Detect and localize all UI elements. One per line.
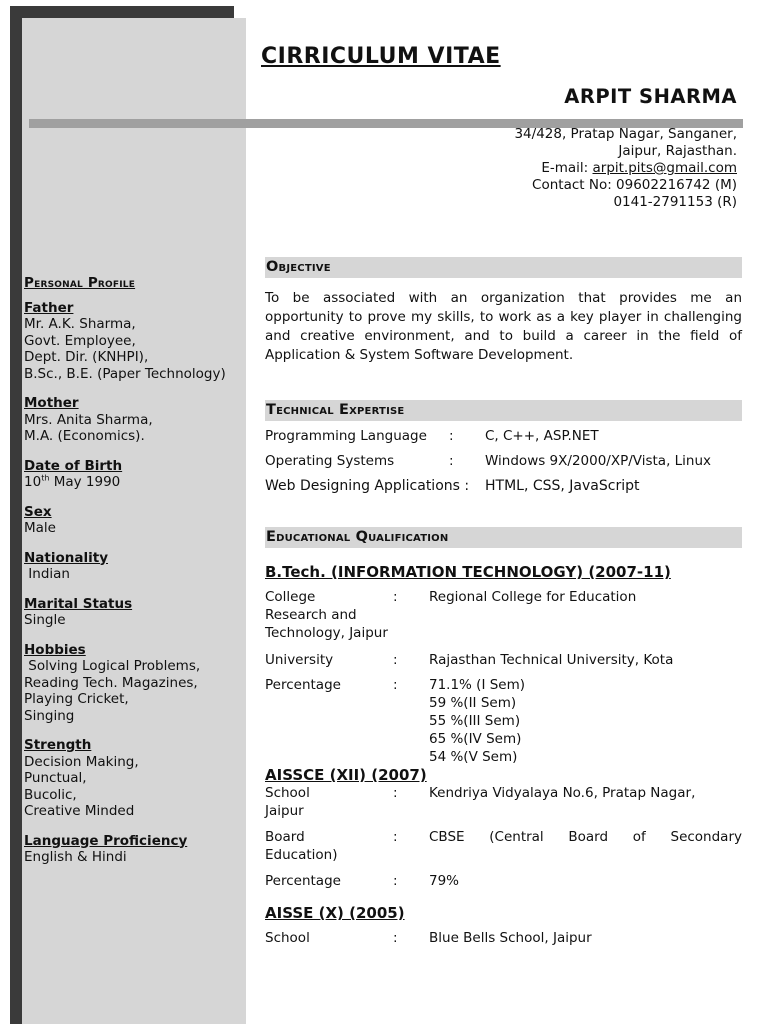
btech-college-row [265,588,742,642]
university-value: Rajasthan Technical University, Kota [429,652,674,668]
percentage-item: 65 %(IV Sem) [429,731,522,747]
hobby-item: Singing [24,707,75,724]
school-key [265,784,393,820]
school-key: School [265,930,310,946]
percentage-item: 55 %(III Sem) [429,713,521,729]
tech-value: C, C++, ASP.NET [485,428,599,444]
technical-section [265,400,742,499]
strength-item: Punctual, [24,770,87,786]
aissce-heading: AISSCE (XII) (2007) [265,766,427,784]
dob-group [24,458,246,491]
mother-line: Mrs. Anita Sharma, [24,411,153,428]
father-line: Dept. Dir. (KNHPI), [24,349,149,365]
objective-text: To be associated with an organization that provides me an opportunity to prove my skills, to work as a key player in challenging and creative environment, and to build a career in the field of Application & System Software Development. [265,290,742,363]
technical-heading: Technical Expertise [265,400,742,421]
tech-row [265,424,742,449]
sex-group [24,504,246,537]
dob-suffix: th [41,473,50,483]
nationality-group [24,550,246,583]
strength-item: Bucolic, [24,786,77,803]
colon: : [393,677,398,693]
contact-block [514,126,737,211]
school-extra: Jaipur [265,803,304,819]
percentage-item: 54 %(V Sem) [429,749,518,765]
colon: : [393,785,398,801]
tech-colon: : [464,478,470,494]
college-value: Regional College for Education [429,589,637,605]
candidate-name: ARPIT SHARMA [564,85,737,108]
language-group [24,833,246,866]
hobbies-label: Hobbies [24,641,86,658]
sex-label: Sex [24,503,52,520]
board-key [265,828,393,864]
strength-item: Decision Making, [24,753,139,770]
tech-colon: : [449,428,454,444]
board-extra: Education) [265,847,338,863]
percentage-item: 71.1% (I Sem) [429,677,526,693]
strength-item: Creative Minded [24,803,135,819]
marital-value: Single [24,612,66,628]
university-key: University [265,652,334,668]
personal-profile-title: Personal Profile [24,275,136,291]
percentage-list [429,676,742,766]
language-label: Language Proficiency [24,832,188,849]
btech-percentage-row [265,676,742,766]
nationality-label: Nationality [24,549,108,566]
contact-residence: 0141-2791153 (R) [613,194,737,210]
aisse-school-row [265,929,742,947]
school-label: School [265,785,310,801]
father-label: Father [24,299,74,316]
dob-value [24,474,246,491]
email-link[interactable]: arpit.pits@gmail.com [592,160,737,176]
father-line: Mr. A.K. Sharma, [24,316,136,332]
dob-label: Date of Birth [24,457,123,474]
colon: : [393,829,398,845]
marital-group [24,596,246,629]
language-value: English & Hindi [24,849,127,865]
mother-line: M.A. (Economics). [24,428,145,444]
percentage-key: Percentage [265,873,341,889]
percentage-value: 79% [429,873,460,889]
father-group [24,300,246,383]
tech-key-text: Web Designing Applications [265,478,460,494]
education-section [265,527,742,947]
dob-rest: May 1990 [49,474,121,490]
colon: : [393,873,398,889]
strength-label: Strength [24,737,92,753]
board-value: CBSE (Central Board of Secondary [429,829,742,845]
percentage-item: 59 %(II Sem) [429,695,517,711]
hobby-item: Solving Logical Problems, [24,658,201,674]
dob-day: 10 [24,474,42,490]
father-line: Govt. Employee, [24,332,136,349]
aissce-school-row [265,784,742,820]
father-line: B.Sc., B.E. (Paper Technology) [24,365,226,382]
tech-row [265,474,742,499]
colon: : [393,589,398,605]
contact-mobile: Contact No: 09602216742 (M) [532,177,737,193]
school-value: Kendriya Vidyalaya No.6, Pratap Nagar, [429,785,696,801]
tech-key: Operating Systems [265,453,395,469]
colon: : [393,652,398,668]
objective-section [265,257,742,365]
sex-value: Male [24,520,56,536]
mother-group [24,395,246,445]
board-label: Board [265,829,305,845]
strength-group [24,737,246,820]
hobby-item: Reading Tech. Magazines, [24,674,198,691]
college-key [265,588,393,642]
hobby-item: Playing Cricket, [24,691,129,707]
school-value: Blue Bells School, Jaipur [429,930,592,946]
college-extra: Research and Technology, Jaipur [265,607,388,641]
address-line: Jaipur, Rajasthan. [618,143,737,159]
aissce-percentage-row [265,872,742,890]
colon: : [393,930,398,946]
tech-colon: : [449,453,454,469]
tech-value: Windows 9X/2000/XP/Vista, Linux [485,453,712,469]
address-line: 34/428, Pratap Nagar, Sanganer, [514,126,737,142]
aisse-heading: AISSE (X) (2005) [265,904,405,922]
document-title: CIRRICULUM VITAE [261,44,501,69]
tech-key [265,474,485,499]
marital-label: Marital Status [24,595,133,612]
percentage-key: Percentage [265,677,341,693]
nationality-value: Indian [24,566,70,582]
mother-label: Mother [24,395,79,411]
college-label: College [265,589,316,605]
email-label: E-mail: [541,160,593,176]
tech-key: Programming Language [265,428,427,444]
hobbies-group [24,642,246,725]
objective-heading: Objective [265,257,742,278]
btech-university-row [265,651,742,669]
aissce-board-row [265,828,742,864]
tech-value: HTML, CSS, JavaScript [485,478,640,494]
personal-profile-sidebar [24,275,246,879]
tech-row [265,449,742,474]
technical-list [265,424,742,499]
btech-heading: B.Tech. (INFORMATION TECHNOLOGY) (2007-11) [265,563,671,581]
education-heading: Educational Qualification [265,527,742,548]
email-line [514,160,737,177]
